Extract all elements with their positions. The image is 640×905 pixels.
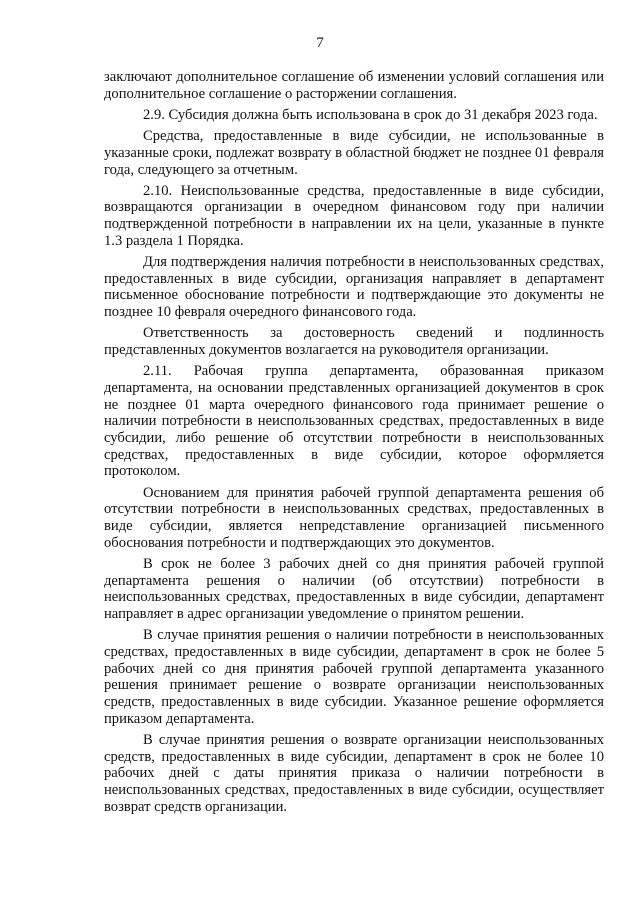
paragraph-2-9: 2.9. Субсидия должна быть использована в срок до 31 декабря 2023 года. bbox=[143, 106, 598, 123]
paragraph-unused-funds-return: Средства, предоставленные в виде субсидии, не использованные в указанные сроки, подлежат возврату в областной бюджет не позднее 01 февраля года, следующего за отчетным. bbox=[104, 128, 604, 178]
paragraph-2-11: 2.11. Рабочая группа департамента, образованная приказом департамента, на основании представленных организацией документов в срок не позднее 01 марта очередного финансового года принимает решение о наличии потребности в неиспользованных средствах, предоставленных в виде субсидии, либо решение об отсутствии потребности в неиспользованных средствах, предоставленных в виде субсидии, которое оформляется протоколом. bbox=[104, 363, 604, 480]
paragraph-grounds-for-decision: Основанием для принятия рабочей группой департамента решения об отсутствии потребности в неиспользованных средствах, предоставленных в виде субсидии, является непредставление организацией письменного обоснования потребности и подтверждающих это документов. bbox=[104, 484, 604, 551]
page-number: 7 bbox=[316, 35, 324, 51]
paragraph-need-confirmation: Для подтверждения наличия потребности в неиспользованных средствах, предоставленных в виде субсидии, организация направляет в департамент письменное обоснование потребности и подтверждающие это документы не позднее 10 февраля очередного финансового года. bbox=[104, 254, 604, 321]
paragraph-return-decision: В случае принятия решения о наличии потребности в неиспользованных средствах, предоставленных в виде субсидии, департамент в срок не более 5 рабочих дней со дня принятия рабочей группой департамента указанного решения принимает решение о возврате организации неиспользованных средств, предоставленных в виде субсидии. Указанное решение оформляется приказом департамента. bbox=[104, 627, 604, 727]
document-body bbox=[104, 69, 604, 816]
paragraph-responsibility: Ответственность за достоверность сведений и подлинность представленных документов возлагается на руководителя организации. bbox=[104, 325, 604, 359]
paragraph-funds-return-term: В случае принятия решения о возврате организации неиспользованных средств, предоставленных в виде субсидии, департамент в срок не более 10 рабочих дней с даты принятия приказа о наличии потребности в неиспользованных средствах, предоставленных в виде субсидии, осуществляет возврат средств организации. bbox=[104, 732, 604, 815]
paragraph-2-10: 2.10. Неиспользованные средства, предоставленные в виде субсидии, возвращаются организации в очередном финансовом году при наличии подтвержденной потребности в направлении их на цели, указанные в пункте 1.3 раздела 1 Порядка. bbox=[104, 182, 604, 249]
paragraph-continuation: заключают дополнительное соглашение об изменении условий соглашения или дополнительное соглашение о расторжении соглашения. bbox=[104, 69, 604, 102]
paragraph-notification-term: В срок не более 3 рабочих дней со дня принятия рабочей группой департамента решения о наличии (об отсутствии) потребности в неиспользованных средствах, предоставленных в виде субсидии, департамент направляет в адрес организации уведомление о принятом решении. bbox=[104, 555, 604, 623]
